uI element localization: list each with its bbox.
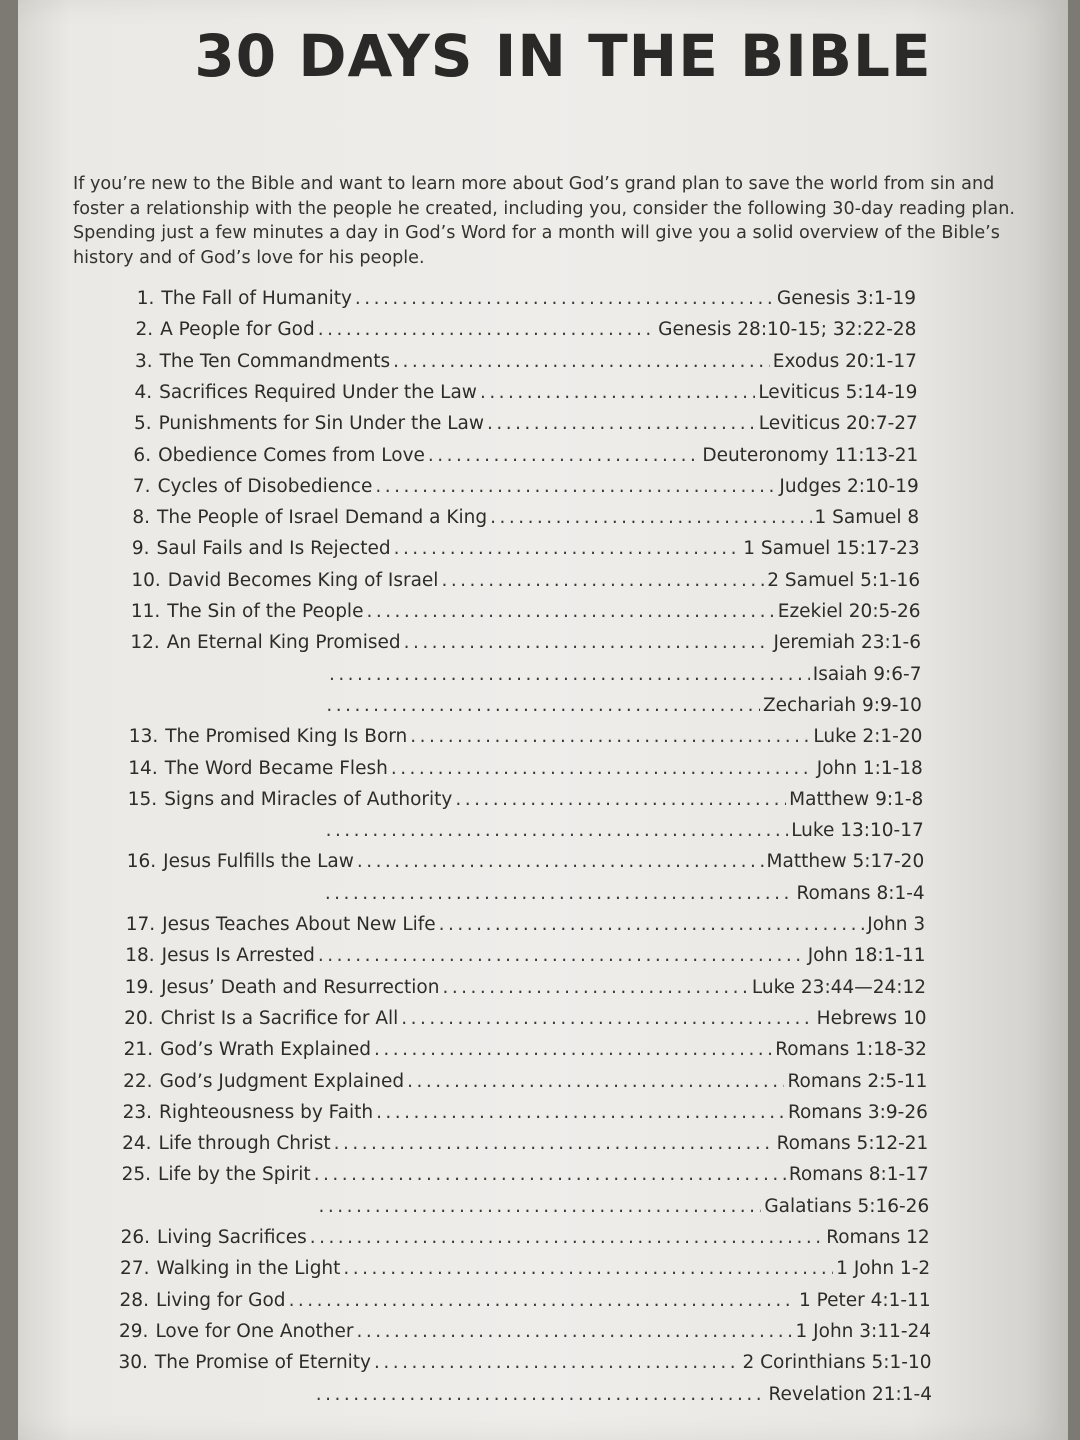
reading-title: Signs and Miracles of Authority: [164, 788, 453, 810]
scripture-reference: 1 Samuel 15:17-23: [743, 538, 920, 560]
day-number: 25.: [121, 1164, 152, 1186]
day-number: 17.: [125, 914, 156, 935]
reading-row: [130, 660, 922, 690]
book-page: [18, 0, 1068, 1440]
dot-leader: [325, 879, 794, 909]
dot-leader: [318, 315, 655, 345]
reading-row: [122, 1129, 928, 1159]
reading-row: [130, 628, 921, 658]
day-number: 2.: [135, 319, 154, 341]
day-number: 11.: [130, 601, 161, 622]
day-number: 9.: [131, 538, 150, 560]
day-number: 7.: [132, 475, 151, 497]
day-number: 1.: [136, 288, 155, 309]
dot-leader: [334, 1129, 774, 1159]
reading-row: [128, 785, 924, 815]
reading-title: Punishments for Sin Under the Law: [158, 413, 484, 435]
reading-title: Life through Christ: [158, 1133, 331, 1155]
reading-row: [127, 816, 924, 846]
scripture-reference: Leviticus 5:14-19: [758, 381, 918, 403]
reading-title: God’s Judgment Explained: [159, 1070, 405, 1092]
page-title: 30 DAYS IN THE BIBLE: [194, 22, 932, 90]
dot-leader: [289, 1286, 796, 1316]
reading-row: [126, 879, 924, 909]
reading-row: [125, 973, 926, 1003]
day-number: 4.: [134, 381, 153, 403]
reading-row: [119, 1348, 932, 1378]
dot-leader: [480, 378, 755, 408]
dot-leader: [343, 1254, 833, 1284]
scripture-reference: Luke 2:1-20: [813, 726, 923, 748]
scripture-reference: Jeremiah 23:1-6: [773, 632, 921, 654]
reading-title: Cycles of Disobedience: [157, 475, 373, 497]
dot-leader: [428, 441, 699, 471]
scripture-reference: Romans 12: [826, 1227, 930, 1248]
scripture-reference: Leviticus 20:7-27: [758, 413, 918, 435]
reading-title: Obedience Comes from Love: [158, 444, 425, 466]
dot-leader: [326, 816, 789, 846]
dot-leader: [391, 754, 814, 784]
reading-row: [133, 472, 919, 502]
reading-row: [122, 1160, 929, 1190]
reading-row: [121, 1192, 929, 1222]
reading-row: [131, 597, 921, 627]
scripture-reference: John 1:1-18: [816, 757, 923, 779]
reading-title: Jesus Is Arrested: [161, 945, 315, 967]
scripture-reference: Romans 3:9-26: [787, 1101, 928, 1123]
reading-row: [126, 910, 925, 940]
reading-row: [135, 315, 916, 345]
day-number: 21.: [123, 1039, 154, 1061]
dot-leader: [355, 284, 774, 314]
day-number: 29.: [119, 1320, 149, 1342]
reading-title: The Promised King Is Born: [165, 726, 408, 748]
scripture-reference: John 3: [867, 914, 926, 935]
dot-leader: [490, 503, 811, 533]
dot-leader: [366, 597, 774, 627]
reading-title: The Ten Commandments: [159, 350, 391, 372]
day-number: 3.: [134, 350, 153, 372]
reading-row: [134, 409, 918, 439]
dot-leader: [374, 1348, 739, 1378]
reading-row: [118, 1380, 932, 1410]
scripture-reference: 1 Samuel 8: [814, 507, 920, 529]
reading-title: The Word Became Flesh: [164, 757, 388, 779]
dot-leader: [410, 722, 810, 752]
day-number: 22.: [123, 1070, 153, 1092]
reading-row: [121, 1223, 930, 1253]
reading-title: Love for One Another: [155, 1320, 354, 1342]
scripture-reference: Revelation 21:1-4: [768, 1383, 932, 1405]
scripture-reference: Ezekiel 20:5-26: [777, 601, 921, 622]
dot-leader: [439, 910, 865, 940]
reading-title: The Sin of the People: [167, 601, 364, 622]
reading-row: [120, 1286, 931, 1316]
scripture-reference: Romans 8:1-17: [788, 1164, 929, 1186]
reading-title: Saul Fails and Is Rejected: [156, 538, 391, 560]
day-number: 18.: [125, 945, 155, 967]
scripture-reference: Deuteronomy 11:13-21: [702, 444, 919, 466]
reading-title: Jesus’ Death and Resurrection: [161, 976, 440, 998]
reading-row: [123, 1098, 928, 1128]
reading-title: The Fall of Humanity: [161, 288, 352, 309]
reading-row: [119, 1317, 931, 1347]
reading-row: [134, 378, 917, 408]
scripture-reference: Romans 1:18-32: [775, 1039, 927, 1061]
reading-row: [131, 566, 920, 596]
scripture-reference: 2 Samuel 5:1-16: [767, 569, 921, 591]
scripture-reference: Galatians 5:16-26: [764, 1195, 930, 1217]
scripture-reference: Matthew 5:17-20: [766, 851, 925, 873]
dot-leader: [487, 409, 756, 439]
scripture-reference: Romans 5:12-21: [776, 1133, 929, 1155]
scripture-reference: Romans 2:5-11: [787, 1070, 928, 1092]
scripture-reference: 1 John 1-2: [836, 1258, 931, 1280]
scripture-reference: Judges 2:10-19: [779, 475, 919, 497]
day-number: 14.: [128, 757, 158, 779]
dot-leader: [404, 628, 771, 658]
reading-row: [120, 1254, 930, 1284]
intro-paragraph: If you’re new to the Bible and want to learn more about God’s grand plan to save the world from sin and foster a relationship with the people he created, including you, consider the following 30-day reading plan. Spending just a few minutes a day in God’s Word for a month will give you a solid overview of the Bible’s history and of God’s love for his people.: [73, 174, 1015, 268]
reading-title: A People for God: [160, 319, 315, 341]
day-number: 23.: [122, 1101, 153, 1123]
dot-leader: [407, 1067, 784, 1097]
day-number: 30.: [118, 1352, 148, 1374]
reading-row: [129, 722, 923, 752]
scripture-reference: 1 Peter 4:1-11: [798, 1289, 931, 1311]
reading-title: God’s Wrath Explained: [160, 1039, 371, 1061]
dot-leader: [314, 1160, 786, 1190]
scripture-reference: Zechariah 9:9-10: [762, 694, 922, 716]
scripture-reference: 1 John 3:11-24: [795, 1320, 932, 1342]
scripture-reference: Isaiah 9:6-7: [812, 663, 922, 685]
dot-leader: [394, 534, 741, 564]
reading-row: [133, 441, 918, 471]
scripture-reference: Hebrews 10: [816, 1007, 927, 1029]
day-number: 20.: [124, 1007, 154, 1029]
day-number: 12.: [130, 632, 160, 654]
day-number: 16.: [126, 851, 157, 873]
reading-title: Living for God: [155, 1289, 286, 1311]
scripture-reference: Romans 8:1-4: [796, 882, 925, 904]
reading-row: [132, 503, 919, 533]
day-number: 26.: [120, 1227, 150, 1248]
reading-row: [136, 284, 916, 314]
dot-leader: [376, 1098, 785, 1128]
scripture-reference: Genesis 28:10-15; 32:22-28: [658, 319, 917, 341]
scripture-reference: Exodus 20:1-17: [772, 350, 917, 372]
reading-title: Jesus Teaches About New Life: [162, 914, 436, 935]
reading-title: Living Sacrifices: [156, 1227, 307, 1248]
scripture-reference: John 18:1-11: [807, 945, 926, 967]
reading-title: The People of Israel Demand a King: [157, 507, 488, 529]
day-number: 5.: [133, 413, 152, 435]
dot-leader: [393, 347, 770, 377]
reading-row: [123, 1067, 927, 1097]
reading-title: The Promise of Eternity: [154, 1352, 372, 1374]
dot-leader: [442, 973, 748, 1003]
day-number: 10.: [131, 569, 161, 591]
day-number: 19.: [124, 976, 155, 998]
reading-row: [124, 1004, 926, 1034]
dot-leader: [401, 1004, 813, 1034]
reading-row: [135, 347, 917, 377]
dot-leader: [455, 785, 786, 815]
reading-title: David Becomes King of Israel: [167, 569, 439, 591]
dot-leader: [318, 941, 805, 971]
dot-leader: [310, 1223, 824, 1253]
reading-title: Jesus Fulfills the Law: [163, 851, 354, 873]
day-number: 13.: [128, 726, 159, 748]
day-number: 8.: [132, 507, 151, 529]
day-number: 27.: [120, 1258, 150, 1280]
scripture-reference: Genesis 3:1-19: [776, 288, 916, 309]
dot-leader: [374, 1035, 772, 1065]
reading-title: Righteousness by Faith: [159, 1101, 374, 1123]
reading-title: Sacrifices Required Under the Law: [159, 381, 477, 403]
reading-title: Life by the Spirit: [158, 1164, 311, 1186]
dot-leader: [375, 472, 776, 502]
day-number: 28.: [119, 1289, 149, 1311]
reading-title: An Eternal King Promised: [166, 632, 401, 654]
dot-leader: [319, 1192, 762, 1222]
reading-title: Christ Is a Sacrifice for All: [160, 1007, 399, 1029]
dot-leader: [329, 660, 810, 690]
reading-title: Walking in the Light: [156, 1258, 341, 1280]
day-number: 15.: [127, 788, 158, 810]
reading-row: [129, 691, 922, 721]
day-number: 6.: [133, 444, 152, 466]
reading-row: [124, 1035, 927, 1065]
dot-leader: [326, 691, 760, 721]
reading-row: [125, 941, 925, 971]
dot-leader: [357, 847, 764, 877]
dot-leader: [316, 1380, 766, 1410]
reading-row: [128, 754, 923, 784]
scripture-reference: Luke 13:10-17: [791, 820, 924, 842]
reading-row: [127, 847, 924, 877]
dot-leader: [441, 566, 764, 596]
reading-row: [132, 534, 920, 564]
scripture-reference: Luke 23:44—24:12: [751, 976, 927, 998]
day-number: 24.: [122, 1133, 152, 1155]
dot-leader: [356, 1317, 792, 1347]
scripture-reference: Matthew 9:1-8: [789, 788, 924, 810]
scripture-reference: 2 Corinthians 5:1-10: [742, 1352, 932, 1374]
